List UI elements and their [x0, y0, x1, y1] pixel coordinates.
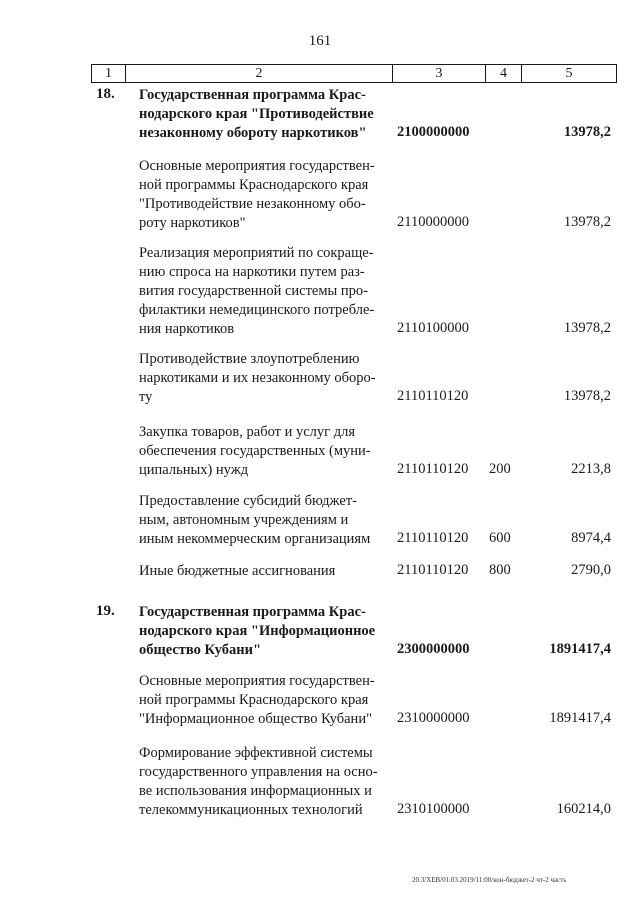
description-line: "Противодействие незаконному обо-	[139, 196, 366, 212]
amount: 1891417,4	[549, 641, 611, 657]
description-line: Основные мероприятия государствен-	[139, 158, 375, 174]
description-line: нию спроса на наркотики путем раз-	[139, 264, 365, 280]
row-number: 19.	[96, 603, 115, 619]
description-line: Формирование эффективной системы	[139, 745, 373, 761]
amount: 13978,2	[563, 214, 611, 230]
row-description	[139, 744, 391, 820]
row-description	[139, 423, 391, 480]
row-number: 18.	[96, 86, 115, 102]
target-article-code: 2110110120	[397, 388, 469, 404]
column-header-4: 4	[486, 65, 522, 83]
target-article-code: 2110100000	[397, 320, 469, 336]
row-description	[139, 492, 391, 549]
description-line: ве использования информационных и	[139, 783, 372, 799]
description-line: телекоммуникационных технологий	[139, 802, 363, 818]
description-line: ту	[139, 389, 153, 405]
description-line: вития государственной системы про-	[139, 283, 368, 299]
amount: 13978,2	[563, 388, 611, 404]
row-description	[139, 562, 391, 581]
description-line: "Информационное общество Кубани"	[139, 711, 372, 727]
column-header-2: 2	[126, 65, 393, 83]
description-line: Противодействие злоупотреблению	[139, 351, 360, 367]
description-line: ным, автономным учреждениям и	[139, 512, 349, 528]
amount: 13978,2	[563, 124, 611, 140]
column-header-3: 3	[393, 65, 486, 83]
column-header-1: 1	[92, 65, 126, 83]
description-line: ной программы Краснодарского края	[139, 692, 369, 708]
description-line: общество Кубани"	[139, 642, 261, 658]
target-article-code: 2110000000	[397, 214, 469, 230]
row-description	[139, 86, 391, 143]
description-line: государственного управления на осно-	[139, 764, 378, 780]
target-article-code: 2110110120	[397, 530, 469, 546]
description-line: Государственная программа Крас-	[139, 87, 366, 103]
expense-type-code: 200	[489, 461, 511, 477]
amount: 2790,0	[571, 562, 611, 578]
target-article-code: 2110110120	[397, 461, 469, 477]
description-line: роту наркотиков"	[139, 215, 246, 231]
amount: 13978,2	[563, 320, 611, 336]
expense-type-code: 600	[489, 530, 511, 546]
column-header-row	[92, 65, 617, 83]
description-line: Иные бюджетные ассигнования	[139, 563, 336, 579]
description-line: нодарского края "Противодействие	[139, 106, 374, 122]
target-article-code: 2310100000	[397, 801, 470, 817]
target-article-code: 2310000000	[397, 710, 470, 726]
row-description	[139, 157, 391, 233]
target-article-code: 2110110120	[397, 562, 469, 578]
page-number: 161	[308, 33, 332, 49]
description-line: филактики немедицинского потребле-	[139, 302, 375, 318]
description-line: наркотиками и их незаконному оборо-	[139, 370, 376, 386]
description-line: Государственная программа Крас-	[139, 604, 366, 620]
description-line: ципальных) нужд	[139, 462, 249, 478]
amount: 1891417,4	[549, 710, 611, 726]
footer-stamp: 20.3/ХЕВ/01.03.2019/11:00/кон-бюджет-2 чт-2 часть	[412, 876, 567, 884]
row-description	[139, 672, 391, 729]
column-header-5: 5	[522, 65, 617, 83]
description-line: Основные мероприятия государствен-	[139, 673, 375, 689]
amount: 8974,4	[571, 530, 611, 546]
amount: 2213,8	[571, 461, 611, 477]
row-description	[139, 603, 391, 660]
description-line: незаконному обороту наркотиков"	[139, 125, 367, 141]
row-description	[139, 350, 391, 407]
target-article-code: 2100000000	[397, 124, 470, 140]
description-line: ния наркотиков	[139, 321, 235, 337]
description-line: Реализация мероприятий по сокраще-	[139, 245, 374, 261]
description-line: иным некоммерческим организациям	[139, 531, 371, 547]
description-line: нодарского края "Информационное	[139, 623, 376, 639]
description-line: Предоставление субсидий бюджет-	[139, 493, 357, 509]
column-header-table	[91, 64, 617, 83]
description-line: ной программы Краснодарского края	[139, 177, 369, 193]
row-description	[139, 244, 391, 339]
expense-type-code: 800	[489, 562, 511, 578]
description-line: Закупка товаров, работ и услуг для	[139, 424, 356, 440]
description-line: обеспечения государственных (муни-	[139, 443, 371, 459]
amount: 160214,0	[556, 801, 611, 817]
target-article-code: 2300000000	[397, 641, 470, 657]
